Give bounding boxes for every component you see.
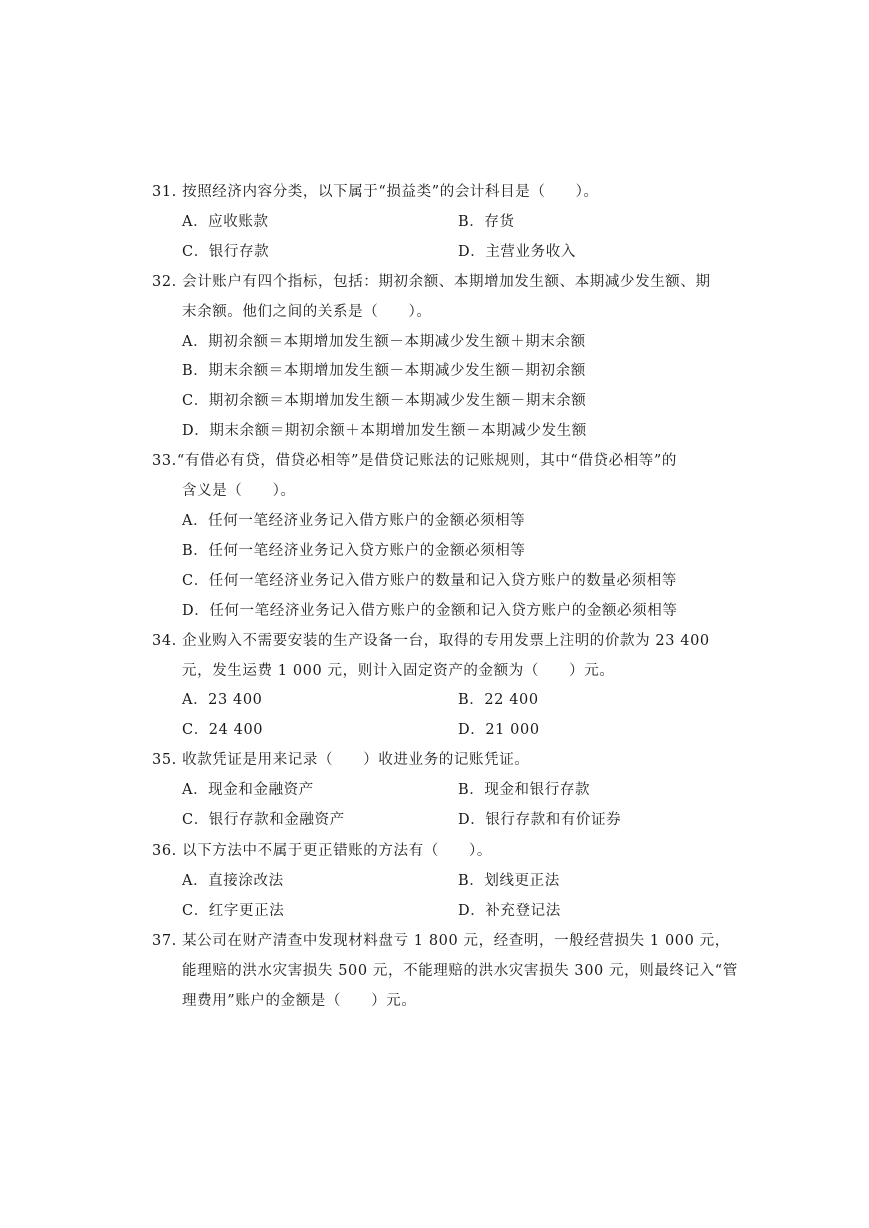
question-32: [152, 272, 711, 292]
question-text: 某公司在财产清查中发现材料盘亏 1 800 元，经查明，一般经营损失 1 000 元，: [182, 933, 730, 949]
option-b: B．期末余额＝本期增加发生额－本期减少发生额－期初余额: [182, 363, 586, 379]
option-a: A．直接涂改法: [182, 873, 284, 889]
question-number: 31.: [152, 184, 177, 200]
option-c: C．期初余额＝本期增加发生额－本期减少发生额－期末余额: [182, 393, 587, 409]
option-c: C．银行存款: [182, 244, 270, 260]
question-text: 按照经济内容分类，以下属于“损益类”的会计科目是（ ）。: [182, 184, 599, 200]
question-text-cont: 元，发生运费 1 000 元，则计入固定资产的金额为（ ）元。: [182, 663, 615, 679]
option-c: C．红字更正法: [182, 903, 285, 919]
question-text: 收款凭证是用来记录（ ）收进业务的记账凭证。: [182, 752, 530, 768]
question-33: [152, 451, 677, 471]
option-a: A．任何一笔经济业务记入借方账户的金额必须相等: [182, 513, 526, 529]
question-36: [152, 841, 492, 861]
question-text: 会计账户有四个指标，包括：期初余额、本期增加发生额、本期减少发生额、期: [182, 274, 711, 290]
question-35: [152, 750, 529, 770]
option-d: D．银行存款和有价证券: [458, 812, 622, 828]
question-34: [152, 631, 710, 651]
option-c: C．24 400: [182, 722, 264, 738]
option-d: D．任何一笔经济业务记入借方账户的金额和记入贷方账户的金额必须相等: [182, 603, 678, 619]
question-text-cont: 能理赔的洪水灾害损失 500 元，不能理赔的洪水灾害损失 300 元，则最终记入“管: [182, 963, 738, 979]
question-number: 37.: [152, 933, 177, 949]
option-d: D．补充登记法: [458, 903, 561, 919]
option-d: D．主营业务收入: [458, 244, 576, 260]
question-31: [152, 182, 599, 202]
question-number: 36.: [152, 843, 177, 859]
question-number: 35.: [152, 752, 177, 768]
option-b: B．任何一笔经济业务记入贷方账户的金额必须相等: [182, 543, 526, 559]
option-b: B．现金和银行存款: [458, 782, 591, 798]
option-a: A．23 400: [182, 692, 263, 708]
question-number: 34.: [152, 633, 177, 649]
option-b: B．存货: [458, 214, 515, 230]
question-text-cont: 末余额。他们之间的关系是（ ）。: [182, 304, 432, 320]
question-text: 企业购入不需要安装的生产设备一台，取得的专用发票上注明的价款为 23 400: [182, 633, 710, 649]
option-d: D．期末余额＝期初余额＋本期增加发生额－本期减少发生额: [182, 423, 587, 439]
question-text-cont: 理费用”账户的金额是（ ）元。: [182, 993, 417, 1009]
option-a: A．现金和金融资产: [182, 782, 314, 798]
question-text: “有借必有贷，借贷必相等”是借贷记账法的记账规则，其中“借贷必相等”的: [176, 453, 678, 469]
option-b: B．划线更正法: [458, 873, 560, 889]
option-d: D．21 000: [458, 722, 540, 738]
option-a: A．期初余额＝本期增加发生额－本期减少发生额＋期末余额: [182, 334, 586, 350]
question-number: 32.: [152, 274, 177, 290]
question-text-cont: 含义是（ ）。: [182, 483, 296, 499]
question-number: 33.: [152, 453, 177, 469]
question-37: [152, 931, 730, 951]
option-b: B．22 400: [458, 692, 539, 708]
question-text: 以下方法中不属于更正错账的方法有（ ）。: [182, 843, 492, 859]
option-a: A．应收账款: [182, 214, 269, 230]
option-c: C．任何一笔经济业务记入借方账户的数量和记入贷方账户的数量必须相等: [182, 573, 677, 589]
option-c: C．银行存款和金融资产: [182, 812, 345, 828]
